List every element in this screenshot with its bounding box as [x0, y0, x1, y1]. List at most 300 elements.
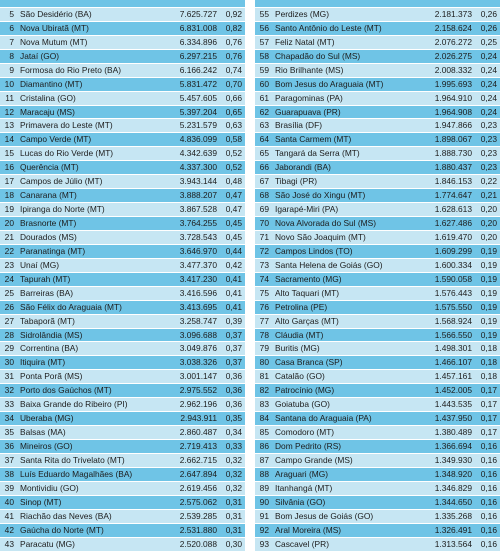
- municipality-cell: Diamantino (MT): [20, 78, 83, 89]
- table-row: [255, 36, 500, 50]
- table-row: [0, 510, 245, 524]
- table-row: [0, 315, 245, 329]
- rank-cell: 83: [259, 399, 269, 410]
- value-cell: 1.457.161: [434, 371, 472, 382]
- rank-cell: 26: [4, 301, 14, 312]
- value-cell: 1.947.866: [434, 120, 472, 131]
- municipality-cell: Tibagi (PR): [275, 176, 318, 187]
- percent-cell: 0,20: [480, 231, 497, 242]
- municipality-cell: Tabaporã (MT): [20, 315, 75, 326]
- rank-cell: 91: [259, 510, 269, 521]
- table-row: [0, 329, 245, 343]
- rank-cell: 24: [4, 273, 14, 284]
- value-cell: 1.880.437: [434, 162, 472, 173]
- value-cell: 3.258.747: [179, 315, 217, 326]
- percent-cell: 0,47: [225, 190, 242, 201]
- table-row: [0, 538, 245, 552]
- municipality-cell: Mineiros (GO): [20, 441, 73, 451]
- table-row: [255, 496, 500, 510]
- rank-cell: 16: [4, 162, 14, 173]
- value-cell: 1.964.908: [434, 106, 472, 117]
- value-cell: 3.646.970: [179, 245, 217, 256]
- percent-cell: 0,19: [480, 287, 497, 298]
- rank-cell: 71: [259, 231, 269, 242]
- municipality-cell: Nova Ubiratã (MT): [20, 22, 89, 33]
- table-row: [255, 426, 500, 440]
- value-cell: 5.457.605: [179, 92, 217, 103]
- percent-cell: 0,48: [225, 176, 242, 187]
- municipality-cell: Montividiu (GO): [20, 482, 79, 493]
- table-row: [255, 273, 500, 287]
- rank-cell: 82: [259, 385, 269, 396]
- percent-cell: 0,17: [480, 385, 497, 396]
- rank-cell: 76: [259, 301, 269, 312]
- rank-cell: 81: [259, 371, 269, 382]
- rank-cell: 86: [259, 441, 269, 451]
- percent-cell: 0,36: [225, 371, 242, 382]
- rank-cell: 43: [4, 538, 14, 549]
- value-cell: 2.026.275: [434, 50, 472, 61]
- rank-cell: 88: [259, 468, 269, 479]
- value-cell: 3.867.528: [179, 204, 217, 215]
- rank-cell: 10: [4, 78, 14, 89]
- rank-cell: 15: [4, 148, 14, 159]
- percent-cell: 0,21: [480, 190, 497, 201]
- table-row: [0, 217, 245, 231]
- table-row: [255, 510, 500, 524]
- municipality-cell: Porto dos Gaúchos (MT): [20, 385, 112, 396]
- rank-cell: 27: [4, 315, 14, 326]
- rank-cell: 55: [259, 8, 269, 19]
- rank-cell: 6: [9, 22, 14, 33]
- table-row: [0, 426, 245, 440]
- value-cell: 1.443.535: [434, 399, 472, 410]
- percent-cell: 0,52: [225, 162, 242, 173]
- municipality-cell: São Desidério (BA): [20, 8, 92, 19]
- value-cell: 1.576.443: [434, 287, 472, 298]
- percent-cell: 0,24: [480, 92, 497, 103]
- percent-cell: 0,37: [225, 329, 242, 340]
- value-cell: 3.038.326: [179, 357, 217, 368]
- table-row: [0, 468, 245, 482]
- percent-cell: 0,39: [225, 315, 242, 326]
- value-cell: 4.342.639: [179, 148, 217, 159]
- municipality-cell: Lucas do Rio Verde (MT): [20, 148, 114, 159]
- percent-cell: 0,37: [225, 357, 242, 368]
- percent-cell: 0,30: [225, 538, 242, 549]
- percent-cell: 0,92: [225, 8, 242, 19]
- percent-cell: 0,58: [225, 134, 242, 145]
- value-cell: 1.627.486: [434, 218, 472, 228]
- value-cell: 2.575.062: [179, 496, 217, 507]
- value-cell: 3.943.144: [179, 176, 217, 187]
- rank-cell: 22: [4, 245, 14, 256]
- table-row: [0, 231, 245, 245]
- rank-cell: 61: [259, 92, 269, 103]
- percent-cell: 0,20: [480, 218, 497, 228]
- table-row: [255, 384, 500, 398]
- municipality-cell: Canarana (MT): [20, 190, 77, 201]
- municipality-cell: Casa Branca (SP): [275, 357, 343, 368]
- value-cell: 4.836.099: [179, 134, 217, 145]
- percent-cell: 0,76: [225, 50, 242, 61]
- rank-cell: 79: [259, 343, 269, 354]
- municipality-cell: Bom Jesus do Araguaia (MT): [275, 78, 384, 89]
- rank-cell: 87: [259, 454, 269, 465]
- value-cell: 3.764.255: [179, 218, 217, 228]
- percent-cell: 0,66: [225, 92, 242, 103]
- percent-cell: 0,31: [225, 510, 242, 521]
- rank-cell: 42: [4, 524, 14, 535]
- value-cell: 2.943.911: [180, 413, 217, 424]
- percent-cell: 0,31: [225, 524, 242, 535]
- table-row: [255, 538, 500, 552]
- value-cell: 1.575.550: [434, 301, 472, 312]
- rank-cell: 39: [4, 482, 14, 493]
- table-row: [0, 524, 245, 538]
- percent-cell: 0,23: [480, 134, 497, 145]
- municipality-cell: Patrocínio (MG): [275, 385, 335, 396]
- rank-cell: 84: [259, 413, 269, 424]
- percent-cell: 0,32: [225, 468, 242, 479]
- rank-cell: 32: [4, 385, 14, 396]
- percent-cell: 0,32: [225, 482, 242, 493]
- table-row: [0, 133, 245, 147]
- table-row: [0, 370, 245, 384]
- rank-cell: 93: [259, 538, 269, 549]
- municipality-cell: Goiatuba (GO): [275, 399, 330, 410]
- value-cell: 1.326.491: [434, 524, 472, 535]
- rank-cell: 40: [4, 496, 14, 507]
- percent-cell: 0,17: [480, 413, 497, 424]
- table-row: [0, 245, 245, 259]
- value-cell: 1.568.924: [434, 315, 472, 326]
- rank-cell: 25: [4, 287, 14, 298]
- table-row: [0, 106, 245, 120]
- percent-cell: 0,76: [225, 36, 242, 47]
- municipality-cell: Cláudia (MT): [275, 329, 324, 340]
- table-row: [255, 440, 500, 454]
- percent-cell: 0,16: [480, 454, 497, 465]
- percent-cell: 0,19: [480, 301, 497, 312]
- municipality-cell: São José do Xingu (MT): [275, 190, 366, 201]
- percent-cell: 0,26: [480, 8, 497, 19]
- value-cell: 3.049.876: [179, 343, 217, 354]
- table-row: [255, 106, 500, 120]
- rank-cell: 14: [4, 134, 14, 145]
- municipality-cell: Riachão das Neves (BA): [20, 510, 112, 521]
- column-divider: [245, 0, 255, 500]
- value-cell: 2.181.373: [434, 8, 472, 19]
- percent-cell: 0,36: [225, 385, 242, 396]
- municipality-cell: Luís Eduardo Magalhães (BA): [20, 468, 133, 479]
- municipality-cell: Santana do Araguaia (PA): [275, 413, 372, 424]
- municipality-cell: Petrolina (PE): [275, 301, 328, 312]
- value-cell: 2.076.272: [434, 36, 472, 47]
- rank-cell: 68: [259, 190, 269, 201]
- municipality-cell: Correntina (BA): [20, 343, 79, 354]
- municipality-cell: Tangará da Serra (MT): [275, 148, 360, 159]
- percent-cell: 0,20: [480, 204, 497, 215]
- rank-cell: 57: [259, 36, 269, 47]
- table-row: [255, 22, 500, 36]
- table-row: [255, 50, 500, 64]
- rank-cell: 18: [4, 190, 14, 201]
- value-cell: 1.566.550: [434, 329, 472, 340]
- rank-cell: 65: [259, 148, 269, 159]
- municipality-cell: Guarapuava (PR): [275, 106, 341, 117]
- table-row: [0, 147, 245, 161]
- value-cell: 2.860.487: [179, 427, 217, 438]
- value-cell: 5.397.204: [179, 106, 217, 117]
- rank-cell: 75: [259, 287, 269, 298]
- rank-cell: 64: [259, 134, 269, 145]
- percent-cell: 0,16: [480, 538, 497, 549]
- rank-cell: 29: [4, 343, 14, 354]
- rank-cell: 8: [9, 50, 14, 61]
- percent-cell: 0,31: [225, 496, 242, 507]
- municipality-cell: Sinop (MT): [20, 496, 62, 507]
- percent-cell: 0,44: [225, 245, 242, 256]
- municipality-cell: Balsas (MA): [20, 427, 66, 438]
- value-cell: 1.344.650: [434, 496, 472, 507]
- table-row: [255, 315, 500, 329]
- municipality-cell: Cristalina (GO): [20, 92, 76, 103]
- value-cell: 2.520.088: [179, 538, 217, 549]
- value-cell: 1.313.564: [434, 538, 472, 549]
- percent-cell: 0,52: [225, 148, 242, 159]
- value-cell: 6.334.896: [179, 36, 217, 47]
- value-cell: 1.346.829: [434, 482, 472, 493]
- table-row: [0, 482, 245, 496]
- table-row: [255, 301, 500, 315]
- municipality-cell: Chapadão do Sul (MS): [275, 50, 361, 61]
- percent-cell: 0,25: [480, 36, 497, 47]
- municipality-cell: Buritis (MG): [275, 343, 320, 354]
- rank-cell: 59: [259, 64, 269, 75]
- rank-cell: 77: [259, 315, 269, 326]
- table-row: [0, 36, 245, 50]
- table-row: [255, 175, 500, 189]
- rank-cell: 33: [4, 399, 14, 410]
- percent-cell: 0,23: [480, 120, 497, 131]
- percent-cell: 0,17: [480, 399, 497, 410]
- municipality-cell: Nova Alvorada do Sul (MS): [275, 218, 377, 228]
- municipality-cell: Catalão (GO): [275, 371, 325, 382]
- percent-cell: 0,74: [225, 64, 242, 75]
- table-row: [255, 329, 500, 343]
- municipality-cell: Dom Pedrito (RS): [275, 441, 342, 451]
- rank-cell: 74: [259, 273, 269, 284]
- table-row: [0, 440, 245, 454]
- percent-cell: 0,16: [480, 496, 497, 507]
- table-row: [0, 398, 245, 412]
- table-row: [0, 0, 245, 8]
- percent-cell: 0,22: [480, 176, 497, 187]
- percent-cell: 0,35: [225, 413, 242, 424]
- value-cell: 6.297.215: [179, 50, 217, 61]
- rank-cell: 80: [259, 357, 269, 368]
- value-cell: 2.531.880: [179, 524, 217, 535]
- municipality-cell: Campo Verde (MT): [20, 134, 92, 145]
- value-cell: 1.366.694: [434, 441, 472, 451]
- table-row: [0, 356, 245, 370]
- percent-cell: 0,18: [480, 371, 497, 382]
- rank-cell: 58: [259, 50, 269, 61]
- table-row: [255, 524, 500, 538]
- municipality-cell: Novo São Joaquim (MT): [275, 231, 366, 242]
- percent-cell: 0,16: [480, 441, 497, 451]
- rank-cell: 62: [259, 106, 269, 117]
- percent-cell: 0,24: [480, 106, 497, 117]
- table-row: [0, 8, 245, 22]
- rank-cell: 13: [4, 120, 14, 131]
- value-cell: 5.831.472: [179, 78, 217, 89]
- table-row: [255, 231, 500, 245]
- table-row: [255, 482, 500, 496]
- value-cell: 2.975.552: [179, 385, 217, 396]
- municipality-cell: Barreiras (BA): [20, 287, 74, 298]
- table-row: [0, 273, 245, 287]
- percent-cell: 0,16: [480, 468, 497, 479]
- percent-cell: 0,63: [225, 120, 242, 131]
- municipality-cell: Perdizes (MG): [275, 8, 329, 19]
- table-row: [0, 496, 245, 510]
- percent-cell: 0,33: [225, 441, 242, 451]
- table-row: [0, 64, 245, 78]
- table-row: [0, 454, 245, 468]
- percent-cell: 0,41: [225, 287, 242, 298]
- value-cell: 2.647.894: [179, 468, 217, 479]
- percent-cell: 0,37: [225, 343, 242, 354]
- table-row: [255, 454, 500, 468]
- percent-cell: 0,45: [225, 218, 242, 228]
- table-row: [255, 342, 500, 356]
- municipality-cell: Comodoro (MT): [275, 427, 335, 438]
- municipality-cell: Santo Antônio do Leste (MT): [275, 22, 382, 33]
- municipality-cell: Paracatu (MG): [20, 538, 75, 549]
- value-cell: 2.158.624: [434, 22, 472, 33]
- municipality-cell: Querência (MT): [20, 162, 79, 173]
- percent-cell: 0,18: [480, 343, 497, 354]
- percent-cell: 0,42: [225, 259, 242, 270]
- value-cell: 2.962.196: [179, 399, 217, 410]
- value-cell: 6.166.242: [179, 64, 217, 75]
- municipality-cell: Santa Rita do Trivelato (MT): [20, 454, 125, 465]
- percent-cell: 0,45: [225, 231, 242, 242]
- rank-cell: 41: [4, 510, 14, 521]
- municipality-cell: Sacramento (MG): [275, 273, 342, 284]
- table-row: [255, 161, 500, 175]
- percent-cell: 0,23: [480, 148, 497, 159]
- value-cell: 1.335.268: [434, 510, 472, 521]
- value-cell: 1.349.930: [434, 454, 472, 465]
- municipality-cell: Cascavel (PR): [275, 538, 329, 549]
- rank-cell: 20: [4, 218, 14, 228]
- value-cell: 2.539.285: [179, 510, 217, 521]
- table-row: [255, 398, 500, 412]
- rank-cell: 35: [4, 427, 14, 438]
- table-row: [0, 161, 245, 175]
- table-row: [0, 412, 245, 426]
- rank-cell: 28: [4, 329, 14, 340]
- municipality-cell: Nova Mutum (MT): [20, 36, 88, 47]
- value-cell: 1.898.067: [434, 134, 472, 145]
- value-cell: 3.728.543: [179, 231, 217, 242]
- percent-cell: 0,16: [480, 482, 497, 493]
- table-row: [0, 287, 245, 301]
- table-row: [0, 78, 245, 92]
- municipality-cell: Silvânia (GO): [275, 496, 326, 507]
- rank-cell: 90: [259, 496, 269, 507]
- municipality-cell: Itiquira (MT): [20, 357, 66, 368]
- rank-cell: 70: [259, 218, 269, 228]
- municipality-cell: Tapurah (MT): [20, 273, 71, 284]
- table-row: [255, 189, 500, 203]
- municipality-cell: Maracaju (MS): [20, 106, 75, 117]
- rank-cell: 72: [259, 245, 269, 256]
- municipality-cell: Paranatinga (MT): [20, 245, 86, 256]
- percent-cell: 0,17: [480, 427, 497, 438]
- municipality-cell: Brasnorte (MT): [20, 218, 77, 228]
- value-cell: 1.348.920: [434, 468, 472, 479]
- table-row: [255, 259, 500, 273]
- percent-cell: 0,70: [225, 78, 242, 89]
- value-cell: 3.096.688: [179, 329, 217, 340]
- municipality-cell: Gaúcha do Norte (MT): [20, 524, 104, 535]
- percent-cell: 0,24: [480, 64, 497, 75]
- municipality-cell: Bom Jesus de Goiás (GO): [275, 510, 374, 521]
- table-row: [255, 64, 500, 78]
- rank-cell: 66: [259, 162, 269, 173]
- table-row: [0, 384, 245, 398]
- ranking-table-left: [0, 0, 245, 552]
- municipality-cell: Alto Garças (MT): [275, 315, 339, 326]
- rank-cell: 69: [259, 204, 269, 215]
- rank-cell: 30: [4, 357, 14, 368]
- rank-cell: 31: [4, 371, 14, 382]
- value-cell: 1.964.910: [434, 92, 472, 103]
- table-row: [0, 175, 245, 189]
- table-row: [255, 8, 500, 22]
- table-row: [0, 301, 245, 315]
- value-cell: 1.628.613: [434, 204, 472, 215]
- percent-cell: 0,19: [480, 259, 497, 270]
- value-cell: 3.477.370: [179, 259, 217, 270]
- value-cell: 4.337.300: [179, 162, 217, 173]
- percent-cell: 0,34: [225, 427, 242, 438]
- percent-cell: 0,36: [225, 399, 242, 410]
- municipality-cell: Aral Moreira (MS): [275, 524, 342, 535]
- municipality-cell: Ipiranga do Norte (MT): [20, 204, 105, 215]
- rank-cell: 19: [4, 204, 14, 215]
- percent-cell: 0,19: [480, 315, 497, 326]
- percent-cell: 0,24: [480, 50, 497, 61]
- rank-cell: 67: [259, 176, 269, 187]
- municipality-cell: Uberaba (MG): [20, 413, 74, 424]
- table-row: [255, 203, 500, 217]
- rank-cell: 9: [9, 64, 14, 75]
- municipality-cell: Jataí (GO): [20, 50, 60, 61]
- rank-cell: 7: [9, 36, 14, 47]
- rank-cell: 11: [5, 92, 14, 103]
- value-cell: 1.888.730: [434, 148, 472, 159]
- rank-cell: 17: [4, 176, 14, 187]
- percent-cell: 0,24: [480, 78, 497, 89]
- municipality-cell: Brasília (DF): [275, 120, 322, 131]
- municipality-cell: Baixa Grande do Ribeiro (PI): [20, 399, 128, 410]
- table-row: [255, 412, 500, 426]
